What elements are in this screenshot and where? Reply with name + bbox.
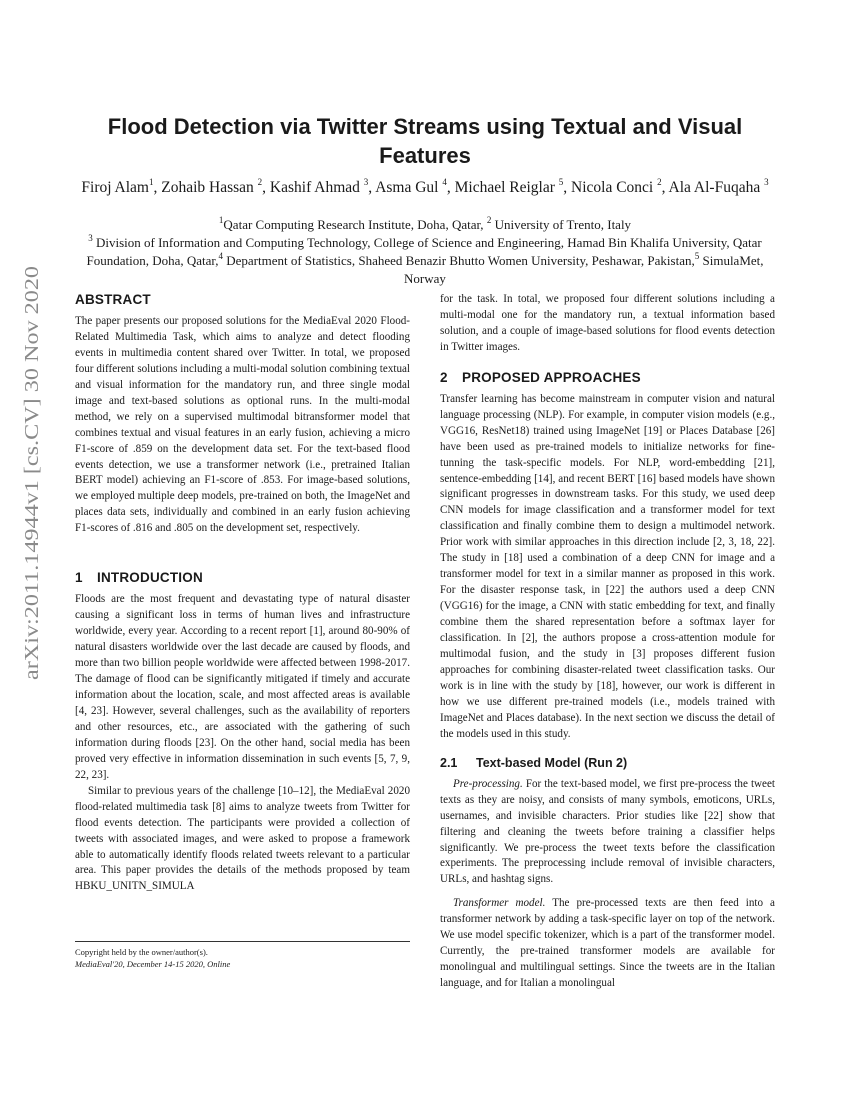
paragraph-lead: Transformer model.	[453, 897, 546, 910]
author-name: Firoj Alam	[81, 179, 149, 196]
right-column	[440, 292, 775, 992]
affiliation: Division of Information and Computing Technology, College of Science and Engineering, Hamad Bin Khalifa University, Qatar Foundation, Doha, Qatar,	[86, 235, 762, 268]
affil-mark: 2	[486, 214, 492, 225]
author-name: Asma Gul	[375, 179, 439, 196]
affil-mark: 1	[218, 214, 224, 225]
affiliation: Department of Statistics, Shaheed Benazir Bhutto Women University, Peshawar, Pakistan,	[226, 253, 695, 268]
section-title: INTRODUCTION	[97, 570, 203, 586]
intro-paragraph-2-continued: for the task. In total, we proposed four different solutions including a multi-modal one for the mandatory run, a textual information based solution, and a couple of image-based solutions for flood events detection in Twitter images.	[440, 293, 775, 353]
text-model-paragraph-1: Pre-processing. For the text-based model, we first pre-process the tweet texts as they are noisy, and consists of many symbols, emoticons, URLs, usernames, and invisible characters. Prior studies like [22] show that filtering and cleaning the tweets before training a classifier helps significantly. We pre-process the tweet texts before the classification experiments. The preprocessing include removal of invisible characters, URLs, and hashtag signs.	[440, 777, 775, 886]
affiliations	[80, 216, 770, 288]
section-heading-introduction	[75, 570, 410, 586]
author-affil-mark: 3	[764, 176, 769, 187]
subsection-number: 2.1	[440, 755, 458, 770]
abstract-heading: ABSTRACT	[75, 292, 151, 307]
author-name: Kashif Ahmad	[269, 179, 360, 196]
paper-title: Flood Detection via Twitter Streams using Textual and Visual Features	[107, 114, 743, 168]
section-heading-proposed-approaches	[440, 370, 775, 386]
intro-paragraph-1: Floods are the most frequent and devastating type of natural disaster causing a significant loss in terms of human lives and infrastructure worldwide, every year. According to a recent report [1], around 80-90% of natural disasters worldwide over the last decade are caused by floods, and more than two billion people worldwide were affected between 1998-2017. The damage of flood can be significantly mitigated if timely and accurate information about the location, scale, and most affected areas is available [4, 23]. However, several challenges, such as the availability of reporters and other resources, etc., are associated with the gathering of such information during floods [23]. On the other hand, social media has been proved very effective in information dissemination in such events [5, 7, 9, 22, 23].	[75, 593, 410, 781]
author-affil-mark: 3	[363, 176, 369, 187]
affiliation: University of Trento, Italy	[494, 217, 632, 232]
section-number: 1	[75, 570, 83, 586]
affil-mark: 3	[88, 232, 93, 243]
left-column	[75, 292, 410, 895]
proposed-paragraph-1: Transfer learning has become mainstream in computer vision and natural language processing (NLP). For example, in computer vision models (e.g., VGG16, ResNet18) trained using ImageNet [19] or Places Database [26] have been used as pre-trained models to initialize networks for fine-tunning the task-specific models. For NLP, word-embedding [21], sentence-embedding [14], and recent BERT [16] based models have shown significant progresses in downstream tasks. For this study, we used deep CNN models for image classification and a transformer model for text classification and finally combine them to design a multimodel network. Prior work with similar approaches in this direction include [2, 3, 18, 22]. The study in [18] used a combination of a deep CNN for image and a transformer model for text in a similar manner as proposed in this work. For the disaster response task, in [22] the authors used a deep CNN (VGG16) for the image, a CNN with static embedding for text, and finally combine them the shared representation before a softmax layer for classification. In [2], the authors propose a cross-attention module for multimodal fusion, and the study in [3] proposes different fusion approaches for combining disaster-related tweet classification tasks. Our work is in line with the study by [18], however, our work is different in how we use different pre-trained models (i.e., models trained with ImageNet and Places database). In the next section we discuss the detail of the models used in this study.	[440, 392, 775, 740]
author-affil-mark: 4	[442, 176, 447, 187]
affiliation: SimulaMet, Norway	[404, 253, 764, 286]
arxiv-side-stamp	[8, 262, 48, 682]
subsection-heading-text-model	[440, 756, 775, 772]
venue-note: MediaEval'20, December 14-15 2020, Online	[75, 959, 231, 969]
author-affil-mark: 2	[657, 176, 662, 187]
arxiv-id: arXiv:2011.14944v1 [cs.CV] 30 Nov 2020	[21, 328, 43, 680]
author-name: Zohaib Hassan	[161, 179, 254, 196]
affil-mark: 5	[694, 250, 700, 261]
text-model-paragraph-2: Transformer model. The pre-processed texts are then feed into a transformer network by adding a task-specific layer on top of the network. We use model specific tokenizer, which is a part of the transformer model. Currently, the pre-trained transformer models are available for monolingual and multilingual settings. Since the tweets are in the Italian language, and for Italian a monolingual	[440, 897, 775, 990]
affil-mark: 4	[218, 250, 223, 261]
intro-paragraph-2: Similar to previous years of the challenge [10–12], the MediaEval 2020 flood-related multimedia task [8] aims to analyze tweets from Twitter for flood events detection. The participants were provided a collection of tweets with associated images, and were asked to propose a framework able to automatically identify floods related tweets relevant to a particular area. This paper provides the details of the methods proposed by team HBKU_UNITN_SIMULA	[75, 784, 410, 893]
section-title: PROPOSED APPROACHES	[462, 369, 641, 385]
affiliation: Qatar Computing Research Institute, Doha, Qatar,	[223, 217, 484, 232]
author-affil-mark: 5	[558, 176, 564, 187]
paragraph-lead: Pre-processing.	[453, 777, 523, 790]
author-list: Firoj Alam$^1$, Zohaib Hassan $^2$, Kashif Ahmad $^3$, Asma Gul $^4$, Michael Reiglar $^5$, Nicola Conci $^2$, Ala Al-Fuqaha $^3$	[81, 176, 769, 196]
copyright-note: Copyright held by the owner/author(s).	[75, 947, 208, 957]
author-name: Michael Reiglar	[454, 179, 555, 196]
subsection-title: Text-based Model (Run 2)	[476, 755, 628, 770]
author-affil-mark: 2	[257, 176, 263, 187]
author-name: Nicola Conci	[571, 179, 654, 196]
author-affil-mark: 1	[149, 176, 154, 187]
abstract-text: The paper presents our proposed solutions for the MediaEval 2020 Flood-Related Multimedia Task, which aims to analyze and detect flooding events in multimedia content shared over Twitter. In total, we proposed four different solutions including a multi-modal solution combining textual and visual information for the mandatory run, and three single modal image and text-based solutions as optional runs. In the multi-modal method, we rely on a supervised multimodal bitransformer model that combines textual and visual features in an early fusion, achieving a micro F1-score of .859 on the development data set. For the text-based flood events detection, we use a transformer network (i.e., pretrained Italian BERT model) achieving an F1-score of .853. For image-based solutions, we employed multiple deep models, pre-trained on both, the ImageNet and places data sets, individually and combined in an early fusion achieving F1-scores of .816 and .805 on the development set, respectively.	[75, 314, 410, 535]
footnote	[75, 941, 410, 970]
author-name: Ala Al-Fuqaha	[668, 179, 761, 196]
section-number: 2	[440, 369, 448, 385]
